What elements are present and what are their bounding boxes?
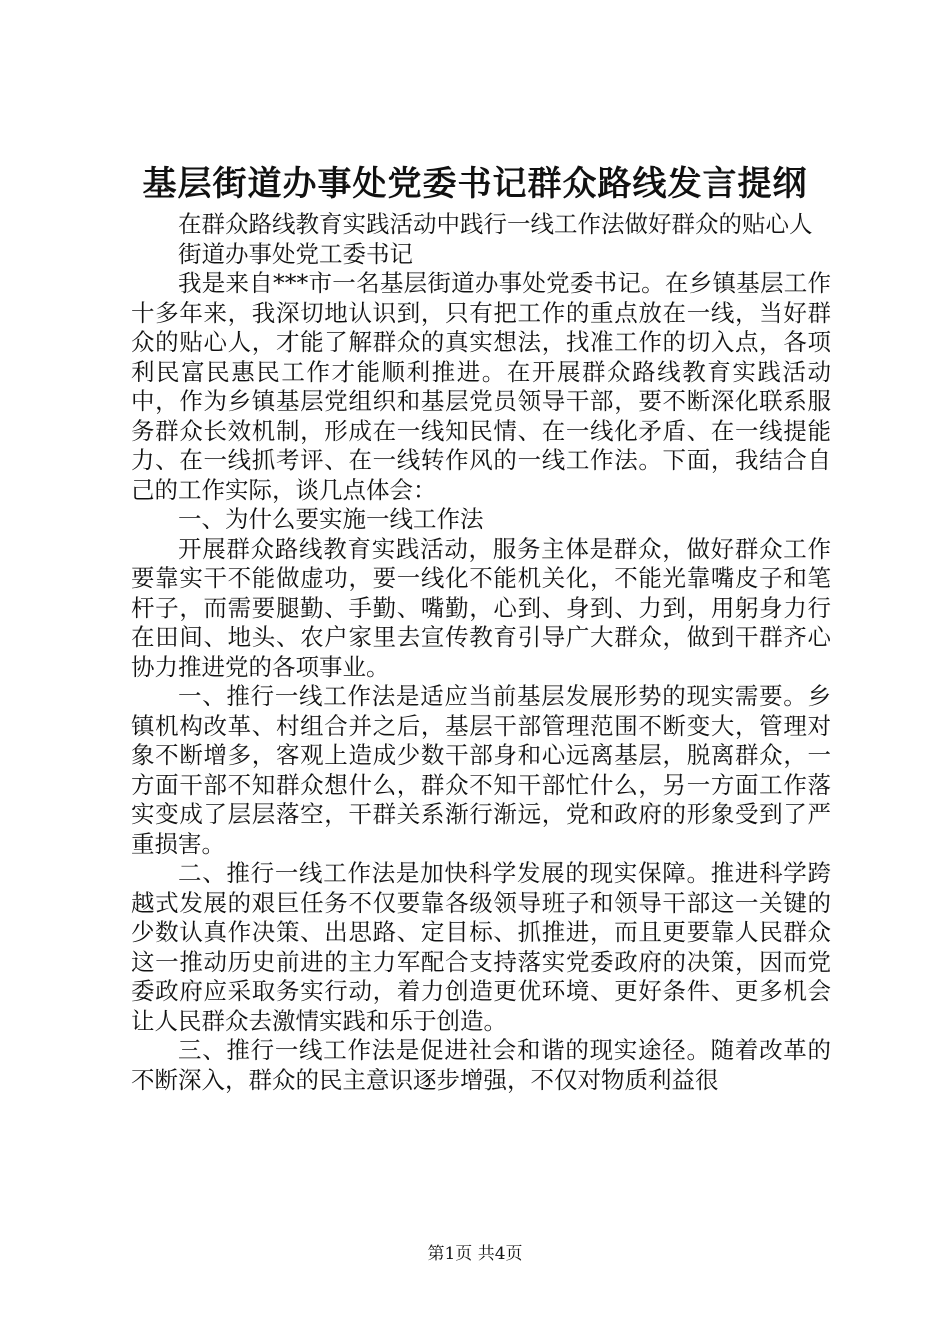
document-body	[131, 210, 831, 1095]
intro-paragraph: 我是来自***市一名基层街道办事处党委书记。在乡镇基层工作十多年来，我深切地认识到，只有把工作的重点放在一线，当好群众的贴心人，才能了解群众的真实想法，找准工作的切入点，各项利民富民惠民工作才能顺利推进。在开展群众路线教育实践活动中，作为乡镇基层党组织和基层党员领导干部，要不断深化联系服务群众长效机制，形成在一线知民情、在一线化矛盾、在一线提能力、在一线抓考评、在一线转作风的一线工作法。下面，我结合自己的工作实际，谈几点体会：	[131, 269, 831, 504]
point-one-paragraph: 一、推行一线工作法是适应当前基层发展形势的现实需要。乡镇机构改革、村组合并之后，基层干部管理范围不断变大，管理对象不断增多，客观上造成少数干部身和心远离基层，脱离群众，一方面干部不知群众想什么，群众不知干部忙什么，另一方面工作落实变成了层层落空，干群关系渐行渐远，党和政府的形象受到了严重损害。	[131, 682, 831, 858]
point-three-paragraph: 三、推行一线工作法是促进社会和谐的现实途径。随着改革的不断深入，群众的民主意识逐步增强，不仅对物质利益很	[131, 1036, 831, 1094]
subtitle-paragraph: 在群众路线教育实践活动中践行一线工作法做好群众的贴心人	[178, 210, 813, 238]
point-two-paragraph: 二、推行一线工作法是加快科学发展的现实保障。推进科学跨越式发展的艰巨任务不仅要靠各级领导班子和领导干部这一关键的少数认真作决策、出思路、定目标、抓推进，而且更要靠人民群众这一推动历史前进的主力军配合支持落实党委政府的决策，因而党委政府应采取务实行动，着力创造更优环境、更好条件、更多机会让人民群众去激情实践和乐于创造。	[131, 859, 831, 1035]
page-footer: 第1页 共4页	[427, 1244, 523, 1264]
document-title: 基层街道办事处党委书记群众路线发言提纲	[142, 164, 808, 204]
body-paragraph: 开展群众路线教育实践活动，服务主体是群众，做好群众工作要靠实干不能做虚功，要一线化不能机关化，不能光靠嘴皮子和笔杆子，而需要腿勤、手勤、嘴勤，心到、身到、力到，用躬身力行在田间、地头、农户家里去宣传教育引导广大群众，做到干群齐心协力推进党的各项事业。	[131, 534, 831, 681]
section-heading: 一、为什么要实施一线工作法	[178, 505, 484, 533]
author-line: 街道办事处党工委书记	[178, 239, 413, 268]
